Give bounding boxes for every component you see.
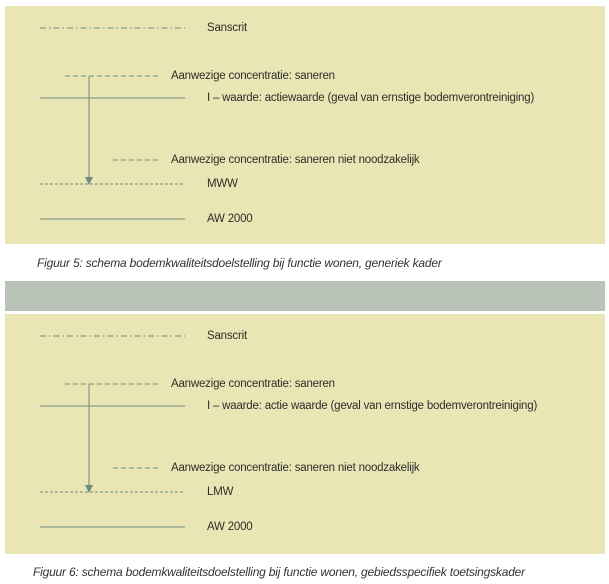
- figure-5-caption: Figuur 5: schema bodemkwaliteitsdoelstelling bij functie wonen, generiek kader: [37, 256, 442, 270]
- figure-6-diagram: [5, 314, 605, 554]
- figure-6-lines: [5, 314, 605, 554]
- concentration-remediate-label: Aanwezige concentratie: saneren: [171, 378, 335, 390]
- sanscrit-label: Sanscrit: [207, 22, 247, 34]
- concentration-remediate-label: Aanwezige concentratie: saneren: [171, 70, 335, 82]
- target-value-label: MWW: [207, 178, 238, 190]
- figure-6-caption: Figuur 6: schema bodemkwaliteitsdoelstelling bij functie wonen, gebiedsspecifiek toetsingskader: [33, 565, 525, 579]
- sanscrit-label: Sanscrit: [207, 330, 247, 342]
- figure-5-diagram: [5, 6, 605, 244]
- concentration-no-remediation-label: Aanwezige concentratie: saneren niet noodzakelijk: [171, 154, 420, 166]
- separator-band: [5, 281, 605, 311]
- i-value-label: I – waarde: actie waarde (geval van ernstige bodemverontreiniging): [207, 400, 538, 412]
- background-value-label: AW 2000: [207, 521, 253, 533]
- target-value-label: LMW: [207, 486, 234, 498]
- figure-5-lines: [5, 6, 605, 244]
- concentration-no-remediation-label: Aanwezige concentratie: saneren niet noodzakelijk: [171, 462, 420, 474]
- background-value-label: AW 2000: [207, 213, 253, 225]
- i-value-label: I – waarde: actiewaarde (geval van ernstige bodemverontreiniging): [207, 92, 535, 104]
